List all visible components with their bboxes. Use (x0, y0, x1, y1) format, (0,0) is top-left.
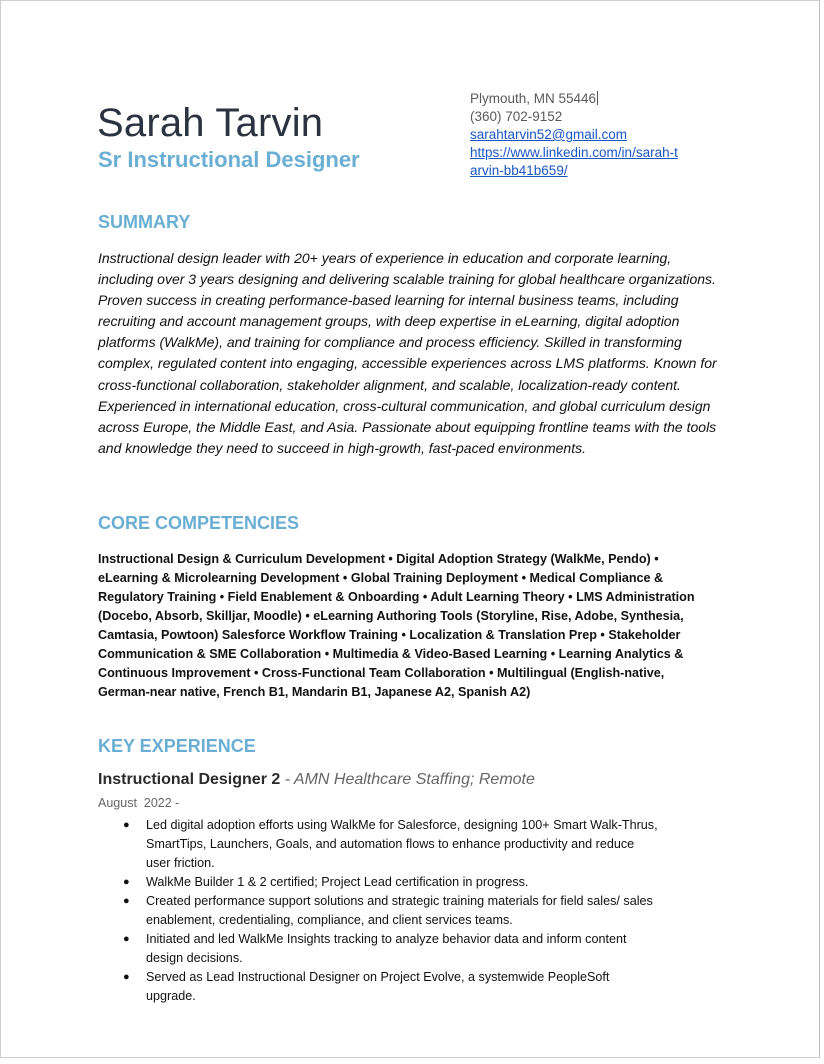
location: Plymouth, MN 55446 (470, 91, 597, 106)
list-item (121, 892, 661, 930)
contact-block (470, 90, 710, 180)
bullet-icon: ● (123, 895, 130, 907)
summary-heading: SUMMARY (98, 212, 191, 232)
bullet-icon: ● (123, 933, 130, 945)
job-company: AMN Healthcare Staffing; Remote (293, 771, 535, 788)
competencies-heading: CORE COMPETENCIES (98, 513, 300, 533)
list-item (121, 873, 661, 892)
job-title-line (98, 771, 535, 789)
location-line (470, 90, 710, 108)
bullet-text: Led digital adoption efforts using WalkMe for Salesforce, designing 100+ Smart Walk-Thrus, SmartTips, Launchers, Goals, and automation flows to enhance productivity and reduce user friction. (146, 818, 658, 870)
bullet-text: WalkMe Builder 1 & 2 certified; Project Lead certification in progress. (146, 875, 529, 889)
list-item (121, 968, 661, 1006)
experience-heading: KEY EXPERIENCE (98, 736, 256, 756)
bullet-icon: ● (123, 819, 130, 831)
bullet-text: Created performance support solutions and strategic training materials for field sales/ sales enablement, credentialing, compliance, and client services teams. (146, 894, 653, 927)
bullet-icon: ● (123, 971, 130, 983)
bullet-icon: ● (123, 876, 130, 888)
linkedin-link-line-2[interactable]: arvin-bb41b659/ (470, 163, 568, 178)
job-bullet-list (121, 816, 661, 1006)
bullet-text: Initiated and led WalkMe Insights tracking to analyze behavior data and inform content design decisions. (146, 932, 627, 965)
text-cursor (597, 91, 598, 105)
phone: (360) 702-9152 (470, 109, 563, 124)
email-link[interactable]: sarahtarvin52@gmail.com (470, 127, 628, 142)
list-item (121, 816, 661, 873)
candidate-title: Sr Instructional Designer (98, 147, 360, 172)
list-item (121, 930, 661, 968)
job-separator: - (280, 771, 294, 788)
job-role: Instructional Designer 2 (98, 771, 281, 788)
job-dates: August 2022 - (98, 796, 180, 810)
summary-text: Instructional design leader with 20+ years of experience in education and corporate learning, including over 3 years designing and delivering scalable training for global healthcare organizations. Proven success in creating performance-based learning for internal business teams, including recruiting and account management groups, with deep expertise in eLearning, digital adoption platforms (WalkMe), and training for compliance and process efficiency. Skilled in transforming complex, regulated content into engaging, accessible experiences across LMS platforms. Known for cross-functional collaboration, stakeholder alignment, and scalable, localization-ready content. Experienced in international education, cross-cultural communication, and global curriculum design across Europe, the Middle East, and Asia. Passionate about equipping frontline teams with the tools and knowledge they need to succeed in high-growth, fast-paced environments. (98, 250, 717, 456)
bullet-text: Served as Lead Instructional Designer on Project Evolve, a systemwide PeopleSoft upgrade. (146, 970, 610, 1003)
candidate-name: Sarah Tarvin (97, 101, 324, 145)
competencies-text: Instructional Design & Curriculum Development • Digital Adoption Strategy (WalkMe, Pendo) • eLearning & Microlearning Development • Global Training Deployment • Medical Compliance & Regulatory Training • Field Enablement & Onboarding • Adult Learning Theory • LMS Administration (Docebo, Absorb, Skilljar, Moodle) • eLearning Authoring Tools (Storyline, Rise, Adobe, Synthesia, Camtasia, Powtoon) Salesforce Workflow Training • Localization & Translation Prep • Stakeholder Communication & SME Collaboration • Multimedia & Video-Based Learning • Learning Analytics & Continuous Improvement • Cross-Functional Team Collaboration • Multilingual (English-native, German-near native, French B1, Mandarin B1, Japanese A2, Spanish A2) (98, 552, 695, 699)
linkedin-link-line-1[interactable]: https://www.linkedin.com/in/sarah-t (470, 145, 678, 160)
